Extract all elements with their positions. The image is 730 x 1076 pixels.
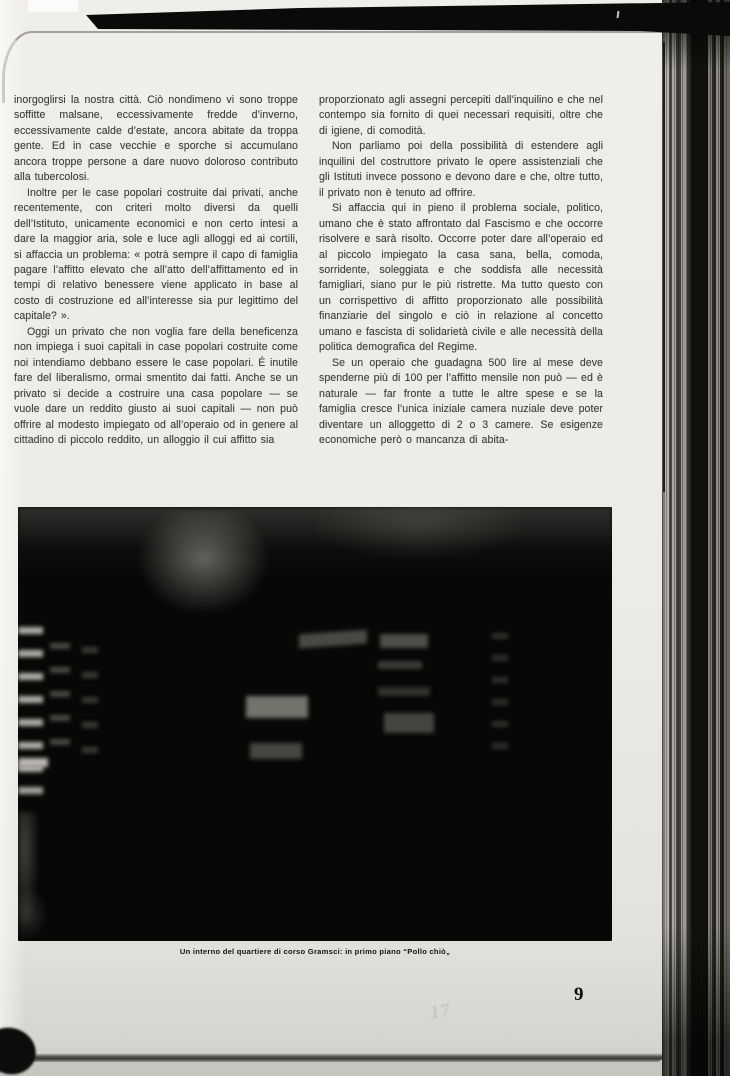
photo-light-patch: [18, 887, 48, 941]
paragraph: inorgoglirsi la nostra città. Ciò nondimeno vi sono troppe soffitte malsane, eccessivamente fredde d’inverno, eccessivamente calde d’estate, ancora abitate da troppa gente. Ed in case vecchie e sporche si accumulano ancora troppe persone a dare nuovo doloroso contributo alla tubercolosi.: [14, 94, 298, 184]
page-number: 9: [574, 984, 584, 1005]
photo-window-lights: [18, 787, 43, 794]
page-edge-line: [663, 42, 665, 492]
photo-window-lights: [50, 643, 70, 755]
paragraph: proporzionato agli assegni percepiti dall’inquilino e che nel contempo sia fornito di quei necessari requisiti, oltre che di igiene, di comodità.: [319, 94, 603, 137]
pencil-mark: 17: [428, 1000, 453, 1023]
photo-light-streak: [299, 630, 367, 649]
page-corner-notch: [28, 0, 78, 12]
photo-window-lights: [18, 758, 48, 767]
photo-window-lights: [378, 687, 430, 696]
photo-caption: Un interno del quartiere di corso Gramsci: in primo piano “Pollo chiò„: [179, 947, 451, 956]
paragraph: Non parliamo poi della possibilità di estendere agli inquilini del costruttore privato le opere assistenziali che gli Istituti invece possono e devono dare e che, oltre tutto, il privato non è tenuto ad offrire.: [319, 140, 603, 199]
left-column: [14, 93, 298, 448]
text-body: [14, 93, 603, 448]
paragraph: Se un operaio che guadagna 500 lire al mese deve spenderne più di 100 per l’affitto mensile non può — ed è naturale — far fronte a tutte le altre spese e se la famiglia cresce l’unica iniziale camera nuziale deve poter diventare un alloggetto di 2 o 3 camere. Se esigenze economiche però o mancanza di abita-: [319, 356, 603, 446]
paragraph: Si affaccia qui in pieno il problema sociale, politico, umano che è stato affrontato dal Fascismo e che occorre risolvere e sarà risolto. Occorre poter dare all’operaio ed al piccolo impiegato la casa sana, bella, comoda, sorridente, soleggiata e che soddisfa alle necessità famigliari, siano pur le più ristrette. Ma tutto questo con un corrispettivo di affitto proporzionato alle possibilità finanziarie del singolo e ciò in relazione al concetto umano e fascista di solidarietà civile e alle necessità della politica demografica del Regime.: [319, 202, 603, 354]
paragraph: Oggi un privato che non voglia fare della beneficenza non impiega i suoi capitali in case popolari costruite come noi intendiamo debbano essere le case popolari. É inutile fare del liberalismo, ormai smentito dai fatti. Anche se un privato si decide a costruire una casa popolare — se vuole dare un reddito giusto ai suoi capitali — non può offrire al modesto impiegato od all’operaio od in genere al cittadino di piccolo reddito, un alloggio il cui affitto sia: [14, 325, 298, 446]
photo-window-lights: [384, 713, 434, 733]
paragraph: Inoltre per le case popolari costruite dai privati, anche recentemente, con criteri molto diversi da quelli dell’Istituto, unicamente economici e non certo intesi a dare la maggior aria, sole e luce agli alloggi ed ai cortili, si affaccia un problema: « potrà sempre il capo di famiglia pagare l’affitto elevato che all’atto dell’affittamento ed in tempi di relativo benessere viene applicato in base al costo di costruzione ed all’interesse sia pur legittimo del capitale? ».: [14, 186, 298, 323]
photo-light-patch: [250, 743, 302, 759]
photo-window-lights: [18, 627, 43, 779]
scanner-surface-strip: [0, 1061, 730, 1076]
page-bottom-edge: [0, 1050, 664, 1062]
page-edge-binding: [662, 0, 730, 1076]
photo-light-patch: [313, 507, 523, 559]
photo-window-lights: [82, 647, 98, 769]
photo-light-streak: [380, 634, 428, 648]
photo-window-lights: [492, 633, 508, 755]
photo-light-patch: [246, 696, 308, 718]
photo-light-patch: [136, 511, 271, 616]
photo-window-lights: [378, 661, 422, 669]
right-column: [319, 93, 603, 448]
courtyard-photograph: [18, 507, 612, 941]
page-top-edge: [2, 31, 665, 103]
